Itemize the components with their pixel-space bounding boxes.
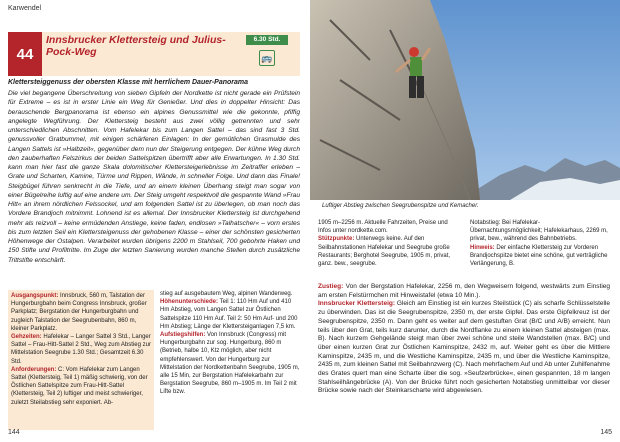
notabstieg-text: Notabstieg: Bei Hafelekar-Übernachtungsmöglichkeit; Hafelekarhaus, 2269 m, privat, bew., während des Bahnbetriebs.	[470, 220, 608, 243]
info-col1-label: Ausgangspunkt:	[11, 293, 59, 299]
info-col2-label: Höhenunterschiede:	[160, 299, 219, 306]
zustieg-text: Von der Bergstation Hafelekar, 2256 m, den Wegweisern folgend, westwärts zum Einstieg am ersten Felstürmchen mit Hinweistafel (etwa 10 Min.).	[318, 283, 610, 299]
stuetzpunkte-text: Unterwegs keine. Auf den Seilbahnstationen Hafelekar und Seegrube große Restaurants; Berghotel Seegrube, 1905 m, privat, ganz. bew., seegrube.	[318, 236, 451, 268]
photo-caption: Luftiger Abstieg zwischen Seegrubenspitze und Kemacher.	[322, 203, 479, 209]
fare-text: 1905 m–2256 m. Aktuelle Fahrzeiten, Preise und Infos unter nordkette.com.	[318, 220, 448, 235]
page-number-left: 144	[8, 429, 20, 436]
info-col1-text: C: Vom Hafelekar zum Langen Sattel (Klettersteig, Teil 1) mäßig schwierig, von der Östlichen Sattelspitze zum Frau-Hitt-Sattel (Klettersteig, Teil 2) luftiger und meist schwieriger, zuletzt Steilabstieg sehr exponiert. Ab-	[11, 366, 148, 406]
info-col1-entry	[11, 333, 151, 366]
klettersteig-text: Gleich am Einstieg ist ein kurzes Steilstück (C) als scharfe Schlüsselstelle zu überwinden. Das ist die Seegrubenspitze, 2350 m, der erste Gipfel. Das erste Gipfelkreuz ist der Seegrubenspitze, 2350 m. Dann geht es weiter auf dem gestuften Grat (B/C und A/B) erreicht. Nun teils über den Grat, teils kurz darunter, durch die Nordflanke zu einem kleinen Sattel absteigen (max. B). Nach kurzem Gehgelände steigt man über zwei schöne und steile Wandstellen (max. B/C) und über einen kurzen Grat zur Östlichen Kaminspitze, 2432 m, auf. Weiter geht es über die Mittlere Kaminspitze, 2435 m, und die Westliche Kaminspitze, 2435 m, und über die Westliche Kaminspitze, 2435 m, zum kleinen Sattel mit Seilbahnzwerg (C). Nach mehrfachem Auf und Ab unter Zuhilfenahme des Grates quert man eine Scharte über die sog. »Seufzerbrücke«, einen gespannten, 18 m langen Stahlseilhängebrücke (A). Von der Brücke führt noch gesicherten Notabstieg unmittelbar vor dieser Brücke sowie nach der Steinkarscharte wird abgewiesen.	[318, 300, 610, 395]
tour-title: Innsbrucker Klettersteig und Julius-Pock-Weg	[46, 34, 226, 58]
zustieg-label: Zustieg:	[318, 283, 344, 290]
info-col2-entry	[160, 298, 300, 331]
right-page	[310, 0, 620, 442]
info-column-1	[8, 290, 154, 430]
info-col2-text: stieg auf ausgebautem Weg, alpinen Wanderweg.	[160, 291, 293, 297]
tour-number-badge: 44	[8, 32, 42, 76]
duration-badge: 6.30 Std.	[246, 35, 288, 45]
intro-text: Die viel begangene Überschreitung von sieben Gipfeln der Nordkette ist nicht gerade ein Prüfstein für Extreme – es ist in erster Linie ein Weg für Genießer. Und dies in doppelter Hinsicht: Das berauschende Bergpanorama ist ebenso ein alpines Genussmittel wie die gekonnte, pfiffig angelegte Wegführung. Der Klettersteig besteht aus zwei völlig getrennten und sehr unterschiedlichen Abschnitten. Vom Hafelekar bis zum Langen Sattel – das sind fast 3 Std. genussvoller Gratbummel, mit einigen schärferen Einlagen: In der gemütlichen Grasmulde des Langen Sattels ist »Halbzeit«, gegenüber dem nun der Steigerung entgegen. Der kühne Weg durch den zauberhaften Felszirkus der beiden Sattelspitzen übertrifft aber alle Erwartungen. In 1.30 Std. kann man hier fast die ganze Skala dolomitischer Klettersteigerlebnisse im Zeitraffer erleben – Grate und Scharten, Kamine, Türme und Rippen, Wände, in schneller Folge. Und dann das Finale! Steigbügel führen senkrecht in die Tiefe, und an einem kleinen Überhang steigt man sogar von einer Bügelreihe luftig auf eine andere um. Der Steig umgeht respektvoll die gespannte Wand »Frau Hitt« an ihrem nördlichen Felssockel, und am folgenden Sattel ist zu überlegen, ob man noch das Vordere Brandjoch mitnimmt. Lohnend ist es allemal. Der Innsbrucker Klettersteig ist durchgehend mehr als reizvoll – keine ermüdenden Anstiege, keine faden, endlosen »Talhatscher« – vorn erstes bis zum letzten Seil ein Klettersteigenuss der gehobenen Klasse – einer der schönsten gesicherten Höhenwege der Ostalpen. Verarbeitet wurden übrigens 2200 m Stahlseil, 700 gebohrte Haken und 150 Stifte und Profiltritte. Im Zuge der letzten Sanierung wurden manche Stellen durch zusätzliche Trittstifte entschärft.	[8, 90, 300, 264]
route-description	[318, 283, 610, 423]
region-header: Karwendel	[8, 5, 42, 12]
klettersteig-label: Innsbrucker Klettersteig:	[318, 300, 396, 308]
info-col1-entry	[11, 292, 151, 333]
right-info-column-2	[470, 219, 610, 281]
info-col2-label: Aufstiegshilfen:	[160, 332, 206, 339]
info-col2-entry	[160, 290, 300, 298]
info-column-2	[160, 290, 300, 430]
page-number-right: 145	[600, 429, 612, 436]
hinweis-text: Der einfache Klettersteig zur Vorderen Brandjochspitze bietet eine schöne, gut verträgliche Verlängerung, B.	[470, 244, 608, 268]
right-info-column-1	[318, 219, 458, 281]
hinweis-label: Hinweis:	[470, 244, 495, 251]
climber-photo	[310, 0, 620, 200]
tour-subtitle: Klettersteiggenuss der obersten Klasse mit herrlichem Dauer-Panorama	[8, 79, 249, 86]
stuetzpunkte-label: Stützpunkte:	[318, 236, 355, 243]
bus-icon: 🚌	[259, 50, 275, 66]
info-col1-label: Anforderungen:	[11, 366, 57, 373]
info-col1-text: Hafelekar – Langer Sattel 3 Std., Langer Sattel – Frau-Hitt-Sattel 2 Std., Weg zum Abstieg zur Mittelstation Seegrube 1.30 Std.; Gesamtzeit 6.30 Std.	[11, 334, 151, 365]
info-col2-entry	[160, 331, 300, 397]
info-col2-text: Von Innsbruck (Congress) mit Hungerburgbahn zur sog. Hungerburg, 860 m (Betrieb, halbe 10, Ktz möglich, aber nicht empfehlenswert. Von der Hungerburg zur Mittelstation der Nordkettenbahn Seegrube, 1905 m, alle 15 Min, zur Bergstation Hafelekarbahn zur Bergstation Seegrube, 860 m–1905 m. Im Teil 2 mit Lifte bzw.	[160, 332, 300, 396]
info-col2-text: Teil 1: 110 Hm Auf und 410 Hm Abstieg, vom Langen Sattel zur Östlichen Sattelspitze 110 Hm Auf. Teil 2: 50 Hm Auf- und 200 Hm Abstieg; Länge der Klettersteiganlagen 7,5 km.	[160, 299, 298, 330]
info-col1-text: Innsbruck, 560 m, Talstation der Hungerburgbahn beim Congress Innsbruck, großer Parkplatz; Bergstation der Hungerburgbahn und zugleich Talstation der Seegrubenbahn, 860 m, kleiner Parkplatz.	[11, 293, 147, 332]
info-col1-label: Gehzeiten:	[11, 334, 42, 341]
info-col1-entry	[11, 366, 151, 407]
